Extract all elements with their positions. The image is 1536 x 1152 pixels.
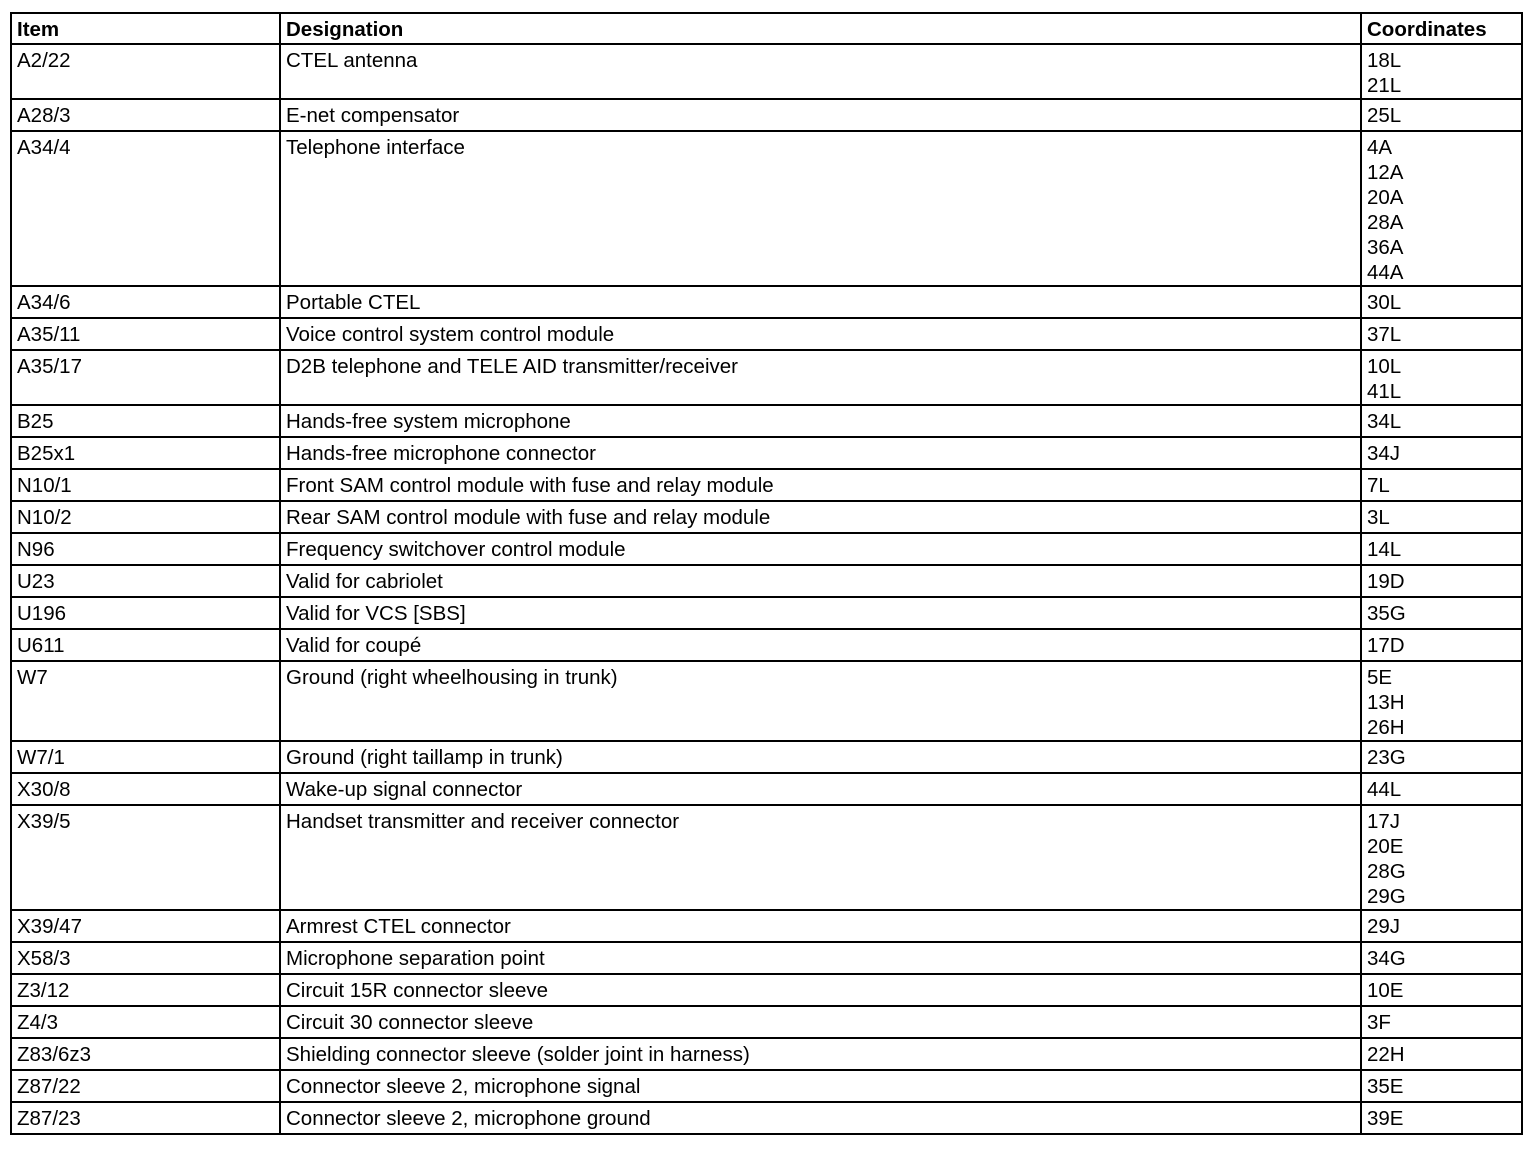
coordinates-cell bbox=[1361, 99, 1522, 131]
table-body bbox=[11, 44, 1522, 1134]
designation-cell: Portable CTEL bbox=[280, 286, 1361, 318]
coordinates-cell bbox=[1361, 469, 1522, 501]
designation-cell: Ground (right taillamp in trunk) bbox=[280, 741, 1361, 773]
coordinate-value: 13H bbox=[1367, 691, 1405, 714]
coordinate-value: 20A bbox=[1367, 186, 1404, 209]
item-cell: Z87/22 bbox=[11, 1070, 280, 1102]
designation-cell: Valid for coupé bbox=[280, 629, 1361, 661]
item-cell: X39/5 bbox=[11, 805, 280, 910]
designation-cell: Wake-up signal connector bbox=[280, 773, 1361, 805]
item-cell: B25 bbox=[11, 405, 280, 437]
designation-cell: Circuit 30 connector sleeve bbox=[280, 1006, 1361, 1038]
coordinates-cell bbox=[1361, 501, 1522, 533]
table-row bbox=[11, 741, 1522, 773]
coordinates-cell bbox=[1361, 44, 1522, 99]
item-cell: A35/11 bbox=[11, 318, 280, 350]
designation-cell: Telephone interface bbox=[280, 131, 1361, 286]
coordinate-value: 3L bbox=[1367, 506, 1390, 529]
designation-cell: Armrest CTEL connector bbox=[280, 910, 1361, 942]
coordinate-value: 34J bbox=[1367, 442, 1401, 465]
table-row bbox=[11, 910, 1522, 942]
table-row bbox=[11, 629, 1522, 661]
coordinates-cell bbox=[1361, 437, 1522, 469]
table-row bbox=[11, 597, 1522, 629]
item-cell: X39/47 bbox=[11, 910, 280, 942]
coordinate-value: 14L bbox=[1367, 538, 1402, 561]
coordinate-value: 18L bbox=[1367, 49, 1402, 72]
coordinate-value: 22H bbox=[1367, 1043, 1405, 1066]
coordinate-value: 17J bbox=[1367, 810, 1401, 833]
designation-cell: E-net compensator bbox=[280, 99, 1361, 131]
table-header bbox=[11, 13, 1522, 44]
component-legend-table bbox=[10, 12, 1523, 1135]
designation-cell: CTEL antenna bbox=[280, 44, 1361, 99]
coordinates-cell bbox=[1361, 974, 1522, 1006]
designation-cell: Valid for VCS [SBS] bbox=[280, 597, 1361, 629]
table-row bbox=[11, 286, 1522, 318]
table-row bbox=[11, 437, 1522, 469]
designation-cell: Rear SAM control module with fuse and relay module bbox=[280, 501, 1361, 533]
coordinate-value: 26H bbox=[1367, 716, 1405, 739]
coordinate-value: 35E bbox=[1367, 1075, 1404, 1098]
coordinate-value: 10E bbox=[1367, 979, 1404, 1002]
item-cell: A34/4 bbox=[11, 131, 280, 286]
header-coordinates: Coordinates bbox=[1361, 13, 1522, 44]
coordinates-cell bbox=[1361, 597, 1522, 629]
header-item: Item bbox=[11, 13, 280, 44]
table-row bbox=[11, 350, 1522, 405]
item-cell: Z87/23 bbox=[11, 1102, 280, 1134]
designation-cell: Microphone separation point bbox=[280, 942, 1361, 974]
coordinate-value: 34G bbox=[1367, 947, 1406, 970]
designation-cell: Handset transmitter and receiver connector bbox=[280, 805, 1361, 910]
designation-cell: Hands-free system microphone bbox=[280, 405, 1361, 437]
coordinate-value: 3F bbox=[1367, 1011, 1391, 1034]
table-row bbox=[11, 405, 1522, 437]
table-row bbox=[11, 565, 1522, 597]
coordinate-value: 36A bbox=[1367, 236, 1404, 259]
designation-cell: Frequency switchover control module bbox=[280, 533, 1361, 565]
designation-cell: Connector sleeve 2, microphone ground bbox=[280, 1102, 1361, 1134]
coordinate-value: 41L bbox=[1367, 380, 1402, 403]
coordinates-cell bbox=[1361, 910, 1522, 942]
coordinate-value: 34L bbox=[1367, 410, 1402, 433]
coordinate-value: 5E bbox=[1367, 666, 1393, 689]
designation-cell: Front SAM control module with fuse and relay module bbox=[280, 469, 1361, 501]
item-cell: N96 bbox=[11, 533, 280, 565]
header-designation: Designation bbox=[280, 13, 1361, 44]
table-row bbox=[11, 501, 1522, 533]
coordinates-cell bbox=[1361, 533, 1522, 565]
coordinate-value: 29G bbox=[1367, 885, 1406, 908]
coordinate-value: 28A bbox=[1367, 211, 1404, 234]
item-cell: A35/17 bbox=[11, 350, 280, 405]
table-row bbox=[11, 974, 1522, 1006]
item-cell: X30/8 bbox=[11, 773, 280, 805]
item-cell: A28/3 bbox=[11, 99, 280, 131]
table-row bbox=[11, 805, 1522, 910]
designation-cell: Circuit 15R connector sleeve bbox=[280, 974, 1361, 1006]
header-row bbox=[11, 13, 1522, 44]
coordinate-value: 17D bbox=[1367, 634, 1405, 657]
item-cell: Z3/12 bbox=[11, 974, 280, 1006]
table-row bbox=[11, 318, 1522, 350]
table-row bbox=[11, 1102, 1522, 1134]
table-row bbox=[11, 533, 1522, 565]
coordinates-cell bbox=[1361, 629, 1522, 661]
table-row bbox=[11, 942, 1522, 974]
table-row bbox=[11, 1038, 1522, 1070]
item-cell: N10/2 bbox=[11, 501, 280, 533]
designation-cell: Valid for cabriolet bbox=[280, 565, 1361, 597]
coordinates-cell bbox=[1361, 1038, 1522, 1070]
coordinates-cell bbox=[1361, 131, 1522, 286]
item-cell: B25x1 bbox=[11, 437, 280, 469]
coordinate-value: 12A bbox=[1367, 161, 1404, 184]
item-cell: Z83/6z3 bbox=[11, 1038, 280, 1070]
table-row bbox=[11, 99, 1522, 131]
coordinate-value: 10L bbox=[1367, 355, 1402, 378]
coordinate-value: 37L bbox=[1367, 323, 1402, 346]
coordinate-value: 20E bbox=[1367, 835, 1404, 858]
designation-cell: Hands-free microphone connector bbox=[280, 437, 1361, 469]
item-cell: U196 bbox=[11, 597, 280, 629]
coordinates-cell bbox=[1361, 1102, 1522, 1134]
table-row bbox=[11, 469, 1522, 501]
item-cell: A34/6 bbox=[11, 286, 280, 318]
coordinate-value: 44A bbox=[1367, 261, 1404, 284]
coordinates-cell bbox=[1361, 286, 1522, 318]
coordinates-cell bbox=[1361, 661, 1522, 741]
coordinates-cell bbox=[1361, 741, 1522, 773]
designation-cell: Connector sleeve 2, microphone signal bbox=[280, 1070, 1361, 1102]
coordinate-value: 28G bbox=[1367, 860, 1406, 883]
coordinates-cell bbox=[1361, 805, 1522, 910]
coordinate-value: 19D bbox=[1367, 570, 1405, 593]
coordinate-value: 23G bbox=[1367, 746, 1406, 769]
coordinate-value: 4A bbox=[1367, 136, 1393, 159]
coordinates-cell bbox=[1361, 405, 1522, 437]
table-row bbox=[11, 773, 1522, 805]
coordinates-cell bbox=[1361, 318, 1522, 350]
designation-cell: Voice control system control module bbox=[280, 318, 1361, 350]
designation-cell: D2B telephone and TELE AID transmitter/receiver bbox=[280, 350, 1361, 405]
coordinate-value: 25L bbox=[1367, 104, 1402, 127]
table-row bbox=[11, 1006, 1522, 1038]
item-cell: X58/3 bbox=[11, 942, 280, 974]
coordinate-value: 39E bbox=[1367, 1107, 1404, 1130]
coordinates-cell bbox=[1361, 1070, 1522, 1102]
coordinates-cell bbox=[1361, 350, 1522, 405]
coordinate-value: 44L bbox=[1367, 778, 1402, 801]
designation-cell: Ground (right wheelhousing in trunk) bbox=[280, 661, 1361, 741]
table-row bbox=[11, 1070, 1522, 1102]
item-cell: U23 bbox=[11, 565, 280, 597]
coordinate-value: 35G bbox=[1367, 602, 1406, 625]
table-row bbox=[11, 661, 1522, 741]
item-cell: U611 bbox=[11, 629, 280, 661]
coordinate-value: 29J bbox=[1367, 915, 1401, 938]
item-cell: A2/22 bbox=[11, 44, 280, 99]
table-row bbox=[11, 44, 1522, 99]
item-cell: W7/1 bbox=[11, 741, 280, 773]
item-cell: Z4/3 bbox=[11, 1006, 280, 1038]
item-cell: W7 bbox=[11, 661, 280, 741]
designation-cell: Shielding connector sleeve (solder joint in harness) bbox=[280, 1038, 1361, 1070]
coordinate-value: 30L bbox=[1367, 291, 1402, 314]
coordinates-cell bbox=[1361, 1006, 1522, 1038]
coordinate-value: 7L bbox=[1367, 474, 1390, 497]
coordinate-value: 21L bbox=[1367, 74, 1402, 97]
coordinates-cell bbox=[1361, 942, 1522, 974]
table-row bbox=[11, 131, 1522, 286]
coordinates-cell bbox=[1361, 773, 1522, 805]
item-cell: N10/1 bbox=[11, 469, 280, 501]
coordinates-cell bbox=[1361, 565, 1522, 597]
